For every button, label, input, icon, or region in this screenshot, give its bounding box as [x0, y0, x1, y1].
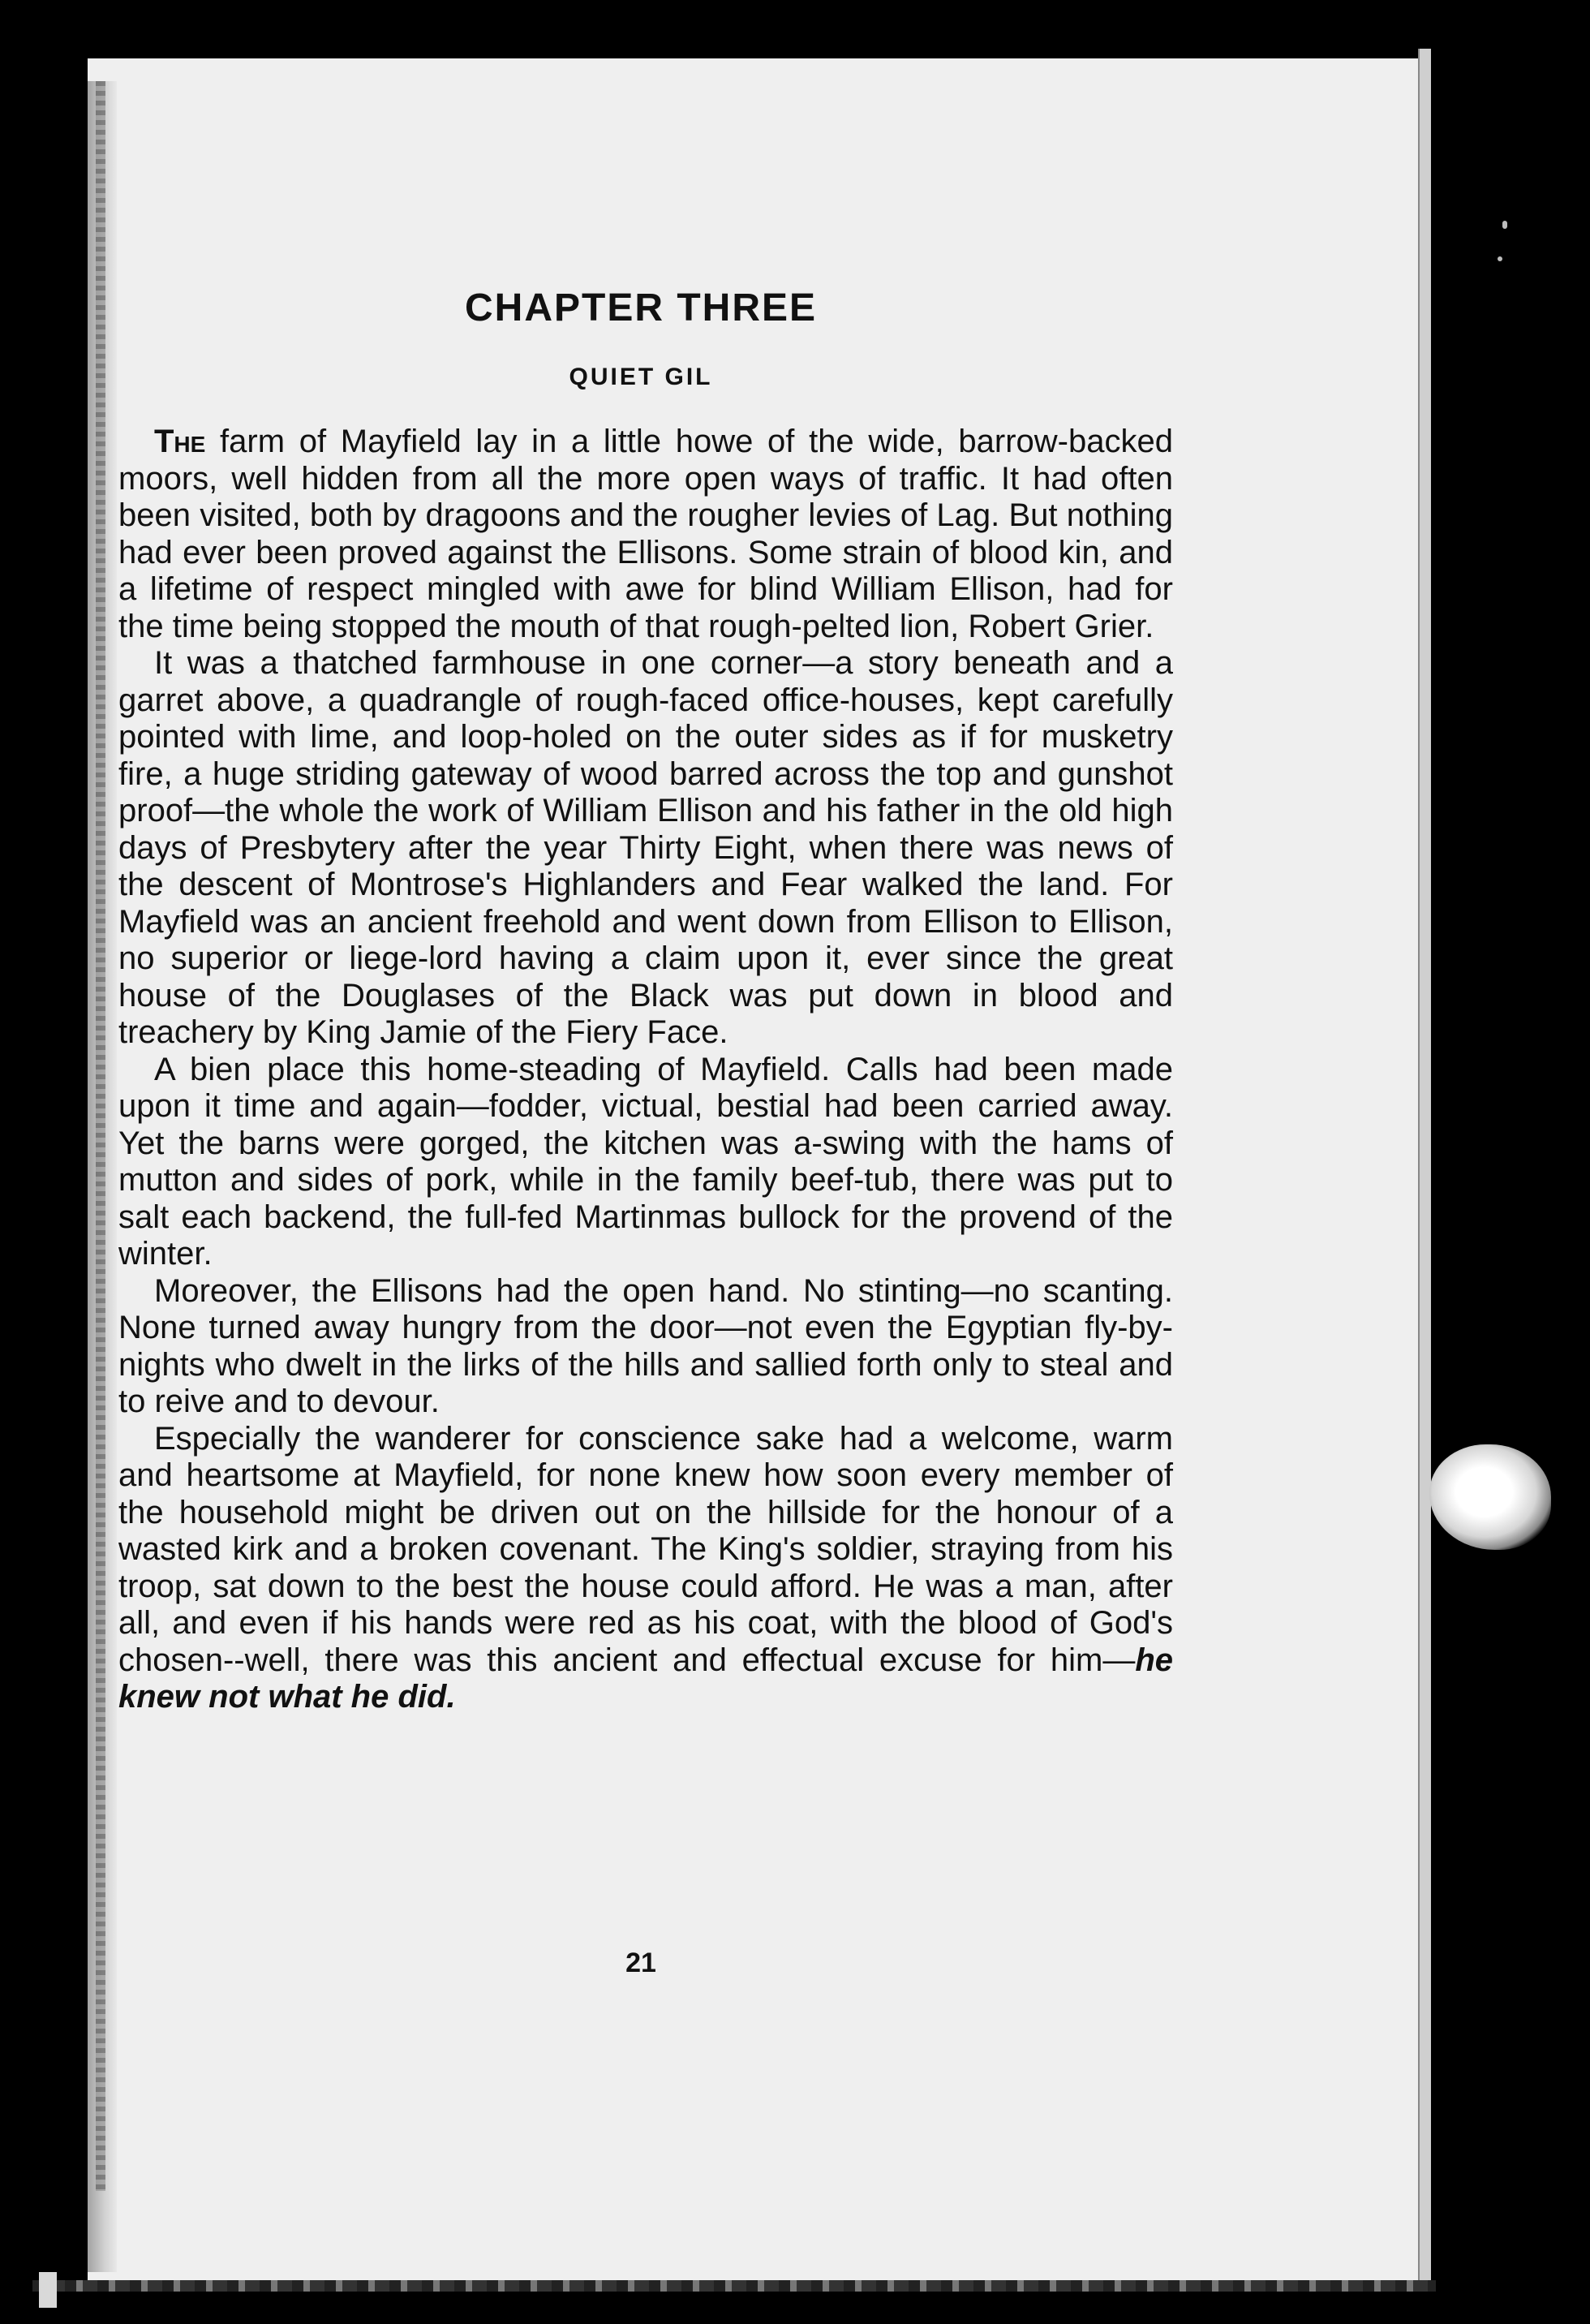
paragraph-lead-word: The — [154, 424, 206, 459]
paper-stain — [1429, 1444, 1551, 1550]
paragraph-text: Moreover, the Ellisons had the open hand. No stinting—no scanting. None turned away hungry from the door—not even the Egyptian fly-by-nights who dwelt in the lirks of the hills and sallied forth only to steal and to reive and to devour. — [118, 1272, 1173, 1419]
chapter-subtitle: QUIET GIL — [569, 364, 713, 390]
italic-phrase: he knew not what he did. — [118, 1642, 1173, 1715]
paper-speck — [1498, 256, 1502, 261]
paragraph-text: farm of Mayfield lay in a little howe of the wide, barrow-backed moors, well hidden from all the more open ways of traffic. It had often been visited, both by dragoons and the rougher levies of Lag. But nothing had ever been proved against the Ellisons. Some strain of blood kin, and a lifetime of respect mingled with awe for blind William Ellison, had for the time being stopped the mouth of that rough-pelted lion, Robert Grier. — [118, 424, 1173, 644]
paragraph — [118, 1421, 1173, 1716]
chapter-title: CHAPTER THREE — [464, 286, 818, 329]
paragraph-text: Especially the wanderer for conscience sake had a welcome, warm and heartsome at Mayfield, for none knew how soon every member of the household might be driven out on the hillside for the honour of a wasted kirk and a broken covenant. The King's soldier, straying from his troop, sat down to the best the house could afford. He was a man, after all, and even if his hands were red as his coat, with the blood of God's chosen--well, there was this ancient and effectual excuse for him— — [118, 1420, 1173, 1678]
paragraph-text: A bien place this home-steading of Mayfield. Calls had been made upon it time and again—fodder, victual, bestial had been carried away. Yet the barns were gorged, the kitchen was a-swing with the hams of mutton and sides of pork, while in the family beef-tub, there was put to salt each backend, the full-fed Martinmas bullock for the provend of the winter. — [118, 1051, 1173, 1272]
page-right-edge — [1418, 49, 1431, 2288]
spine-edge — [96, 81, 105, 2191]
paragraph — [118, 424, 1173, 645]
page-bottom-edge — [32, 2280, 1436, 2292]
paragraph — [118, 645, 1173, 1052]
scan-corner-mark — [39, 2272, 57, 2308]
paragraph — [118, 1273, 1173, 1421]
paragraph — [118, 1052, 1173, 1273]
paragraph-text: It was a thatched farmhouse in one corner—a story beneath and a garret above, a quadrangle of rough-faced office-houses, kept carefully pointed with lime, and loop-holed on the outer sides as if for musketry fire, a huge striding gateway of wood barred across the top and gunshot proof—the whole the work of William Ellison and his father in the old high days of Presbytery after the year Thirty Eight, when there was news of the descent of Montrose's Highlanders and Fear walked the land. For Mayfield was an ancient freehold and went down from Ellison to Ellison, no superior or liege-lord having a claim upon it, ever since the great house of the Douglases of the Black was put down in blood and treachery by King Jamie of the Fiery Face. — [118, 645, 1173, 1050]
page-number: 21 — [625, 1947, 656, 1978]
body-text — [118, 424, 1173, 1716]
paper-speck — [1502, 221, 1507, 229]
